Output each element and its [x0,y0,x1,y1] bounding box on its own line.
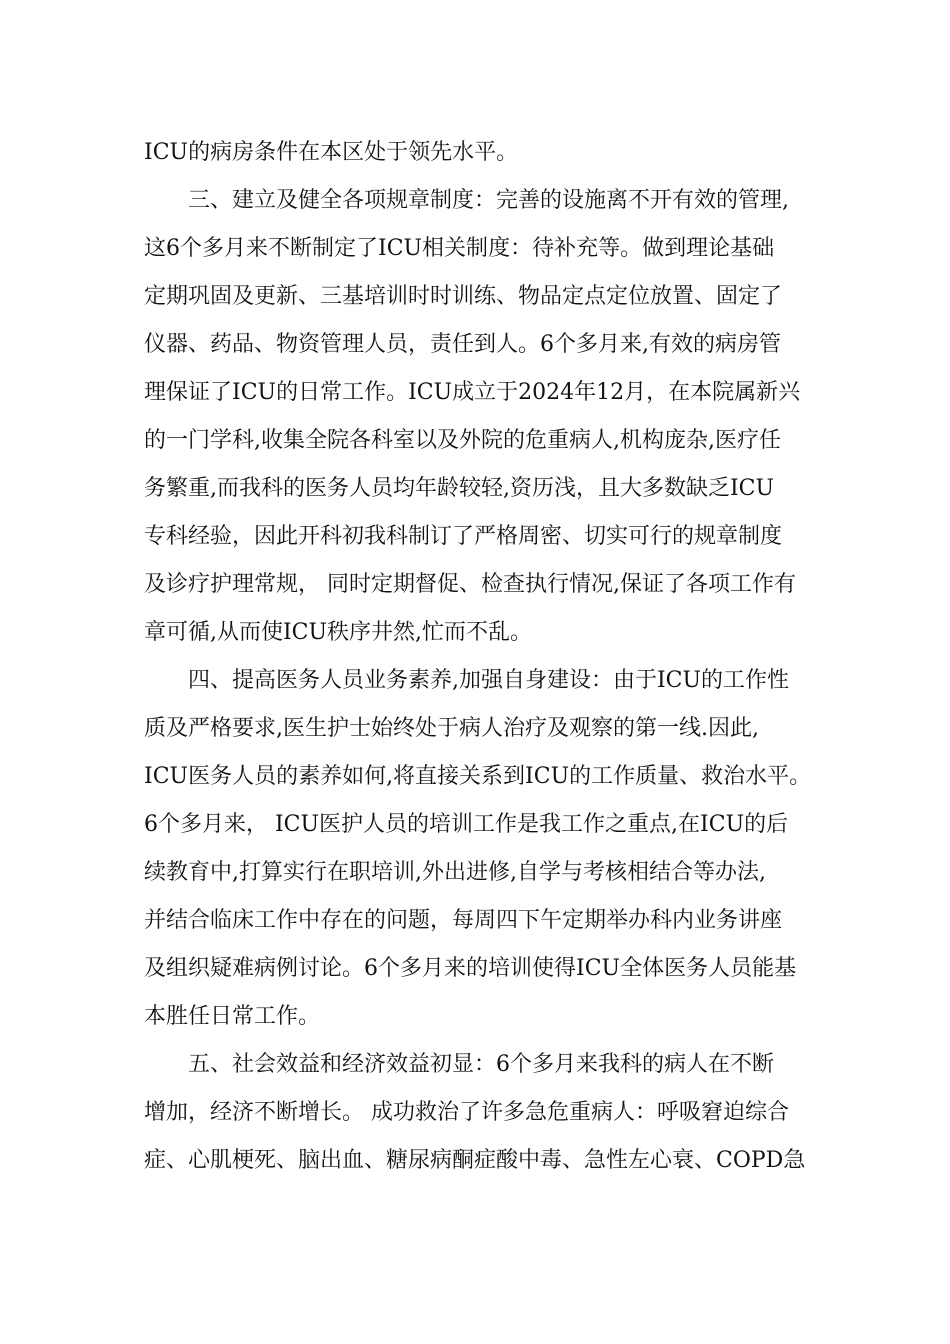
text-line: 续教育中,打算实行在职培训,外出进修,自学与考核相结合等办法, [144,860,766,885]
text-line: 章可循,从而使ICU秩序井然,忙而不乱。 [144,620,533,645]
text-line: 定期巩固及更新、三基培训时时训练、物品定点定位放置、固定了 [144,284,783,309]
text-line: 症、心肌梗死、脑出血、糖尿病酮症酸中毒、急性左心衰、COPD急 [144,1148,806,1173]
text-line: 这6个多月来不断制定了ICU相关制度：待补充等。做到理论基础 [144,236,775,261]
text-line: 专科经验，因此开科初我科制订了严格周密、切实可行的规章制度 [144,524,783,549]
text-line: 增加，经济不断增长。 成功救治了许多急危重病人：呼吸窘迫综合 [144,1100,789,1125]
text-line: ICU医务人员的素养如何,将直接关系到ICU的工作质量、救治水平。 [144,764,812,789]
text-line: 务繁重,而我科的医务人员均年龄较轻,资历浅，且大多数缺乏ICU [144,476,775,501]
paragraph-heading-5: 五、社会效益和经济效益初显：6个多月来我科的病人在不断 [188,1052,774,1077]
text-line: 仪器、药品、物资管理人员，责任到人。6个多月来,有效的病房管 [144,332,781,357]
paragraph-heading-3: 三、建立及健全各项规章制度：完善的设施离不开有效的管理, [188,188,789,213]
paragraph-heading-4: 四、提高医务人员业务素养,加强自身建设：由于ICU的工作性 [188,668,790,693]
text-line: 及组织疑难病例讨论。6个多月来的培训使得ICU全体医务人员能基 [144,956,797,981]
text-line: 质及严格要求,医生护士始终处于病人治疗及观察的第一线.因此, [144,716,759,741]
text-line: ICU的病房条件在本区处于领先水平。 [144,140,519,165]
text-line: 6个多月来， ICU医护人员的培训工作是我工作之重点,在ICU的后 [144,812,789,837]
text-line: 的一门学科,收集全院各科室以及外院的危重病人,机构庞杂,医疗任 [144,428,781,453]
text-line: 及诊疗护理常规， 同时定期督促、检查执行情况,保证了各项工作有 [144,572,796,597]
text-line: 并结合临床工作中存在的问题，每周四下午定期举办科内业务讲座 [144,908,783,933]
text-line: 本胜任日常工作。 [144,1004,321,1029]
text-line: 理保证了ICU的日常工作。ICU成立于2024年12月，在本院属新兴 [144,380,801,405]
